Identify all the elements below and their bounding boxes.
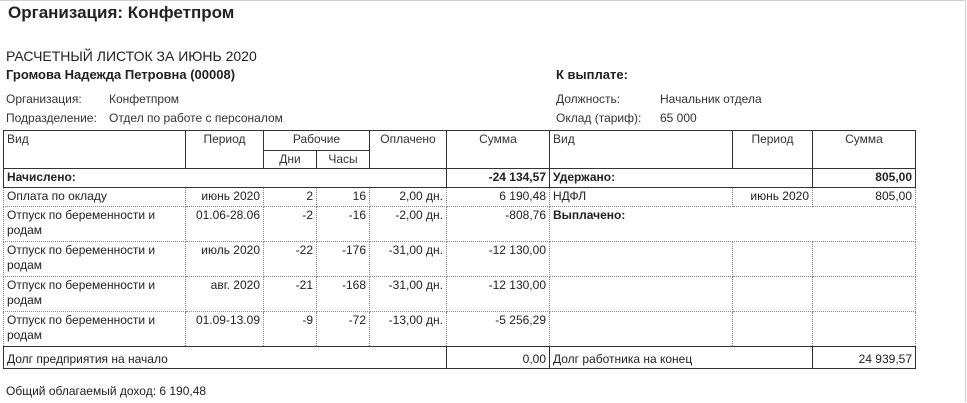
withholding-period: июнь 2020 [733,188,813,207]
accrual-paid: -31,00 дн. [370,242,447,277]
debt-start-label: Долг предприятия на начало [4,347,447,369]
salary-label: Оклад (тариф): [556,111,642,125]
table-row [4,277,916,312]
accrual-type: Отпуск по беременности и родам [4,312,186,347]
col-type-right-header: Вид [550,131,733,169]
accrual-sum: -12 130,00 [447,277,550,312]
empty-cell [550,242,733,277]
accrual-type: Отпуск по беременности и родам [4,242,186,277]
accrual-paid: -31,00 дн. [370,277,447,312]
empty-cell [813,242,916,277]
col-type-header: Вид [4,131,186,169]
table-row [4,242,916,277]
department-value: Отдел по работе с персоналом [109,111,283,125]
debt-end-label: Долг работника на конец [550,347,813,369]
col-sum-right-header: Сумма [813,131,916,169]
withholding-sum: 805,00 [813,188,916,207]
organization-title: Организация: Конфетпром [8,3,235,22]
col-period-header: Период [186,131,264,169]
document-title: РАСЧЕТНЫЙ ЛИСТОК ЗА ИЮНЬ 2020 [6,48,257,64]
accrual-hours: -72 [317,312,370,347]
accrual-paid: -13,00 дн. [370,312,447,347]
salary-value: 65 000 [660,111,697,125]
accrual-type: Отпуск по беременности и родам [4,277,186,312]
accrual-sum: -5 256,29 [447,312,550,347]
accrual-period: июль 2020 [186,242,264,277]
accrued-total: -24 134,57 [447,169,550,188]
taxable-income: Общий облагаемый доход: 6 190,48 [6,384,207,398]
accrual-period: 01.09-13.09 [186,312,264,347]
accrual-hours: -168 [317,277,370,312]
col-period-right-header: Период [733,131,813,169]
department-label: Подразделение: [6,111,97,125]
empty-cell [733,242,813,277]
accrual-days: -22 [264,242,317,277]
organization-label: Организация: [6,92,82,106]
table-row [4,207,916,242]
empty-cell [733,312,813,347]
empty-cell [733,277,813,312]
col-paid-header: Оплачено [370,131,447,169]
accrual-hours: 16 [317,188,370,207]
accrual-days: -2 [264,207,317,242]
accrual-type: Оплата по окладу [4,188,186,207]
accrual-hours: -176 [317,242,370,277]
accrual-period: 01.06-28.06 [186,207,264,242]
organization-value: Конфетпром [109,92,180,106]
accrual-sum: -808,76 [447,207,550,242]
accrual-paid: 2,00 дн. [370,188,447,207]
payslip-table [3,130,916,369]
empty-cell [550,277,733,312]
accrual-period: июнь 2020 [186,188,264,207]
accrual-days: -21 [264,277,317,312]
employee-name: Громова Надежда Петровна (00008) [6,67,236,82]
accrual-days: 2 [264,188,317,207]
position-value: Начальник отдела [660,92,762,106]
accrual-sum: 6 190,48 [447,188,550,207]
col-sum-header: Сумма [447,131,550,169]
paid-out-label: Выплачено: [550,207,916,242]
accrual-hours: -16 [317,207,370,242]
table-row [4,188,916,207]
debt-end-value: 24 939,57 [813,347,916,369]
debt-start-value: 0,00 [447,347,550,369]
col-days-header: Дни [264,151,317,169]
empty-cell [813,312,916,347]
position-label: Должность: [556,92,621,106]
withheld-label: Удержано: [550,169,813,188]
accrued-label: Начислено: [4,169,447,188]
empty-cell [813,277,916,312]
col-work-header: Рабочие [264,131,370,151]
withheld-total: 805,00 [813,169,916,188]
accrual-period: авг. 2020 [186,277,264,312]
to-pay-label: К выплате: [556,67,628,82]
accrual-days: -9 [264,312,317,347]
withholding-type: НДФЛ [550,188,733,207]
accrual-paid: -2,00 дн. [370,207,447,242]
col-hours-header: Часы [317,151,370,169]
accrual-type: Отпуск по беременности и родам [4,207,186,242]
table-row [4,312,916,347]
empty-cell [550,312,733,347]
accrual-sum: -12 130,00 [447,242,550,277]
